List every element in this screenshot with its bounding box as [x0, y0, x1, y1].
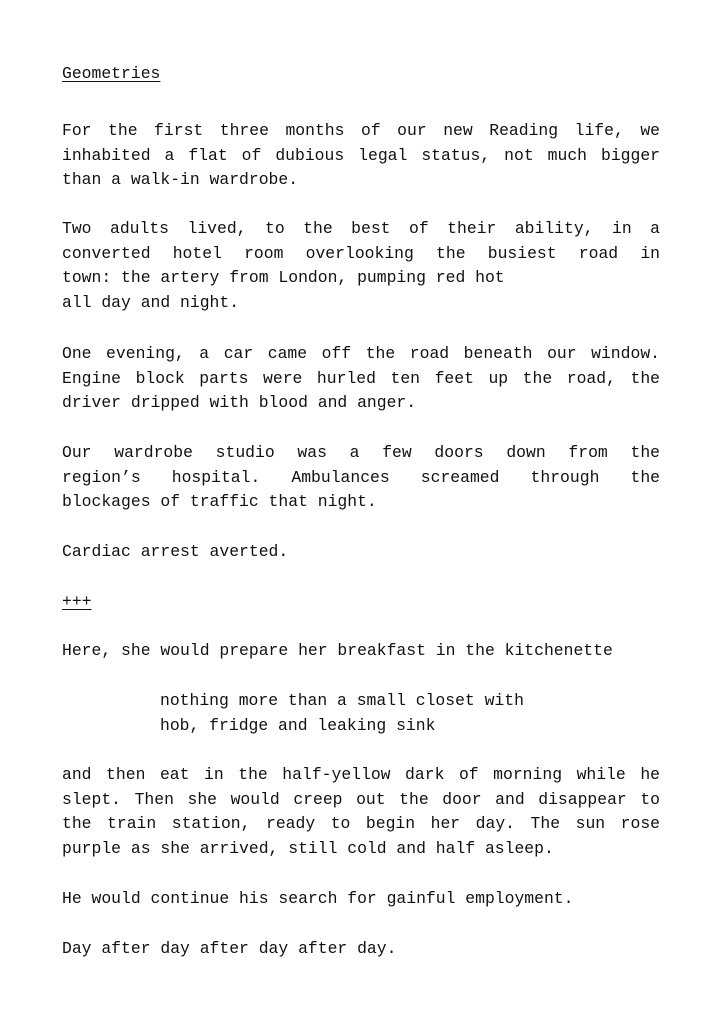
paragraph-line: Day after day after day after day. [62, 939, 397, 958]
paragraph-line: Engine block parts were hurled ten feet up the road, the [62, 368, 660, 388]
document-title: Geometries [62, 64, 161, 83]
paragraph-line: purple as she arrived, still cold and half asleep. [62, 838, 554, 858]
paragraph-9 [62, 937, 660, 962]
indented-passage [160, 689, 524, 738]
paragraph-line: town: the artery from London, pumping red hot [62, 268, 505, 288]
paragraph-5 [62, 540, 660, 565]
paragraph-2 [62, 217, 660, 315]
paragraph-1 [62, 119, 660, 193]
paragraph-8 [62, 887, 660, 912]
paragraph-line: blockages of traffic that night. [62, 492, 377, 512]
paragraph-line: slept. Then she would creep out the door and disappear to [62, 789, 660, 809]
paragraph-line: the train station, ready to begin her day. The sun rose [62, 814, 660, 834]
paragraph-3 [62, 342, 660, 416]
paragraph-line: He would continue his search for gainful employment. [62, 889, 574, 908]
paragraph-line: region’s hospital. Ambulances screamed through the [62, 467, 660, 487]
paragraph-4 [62, 441, 660, 515]
paragraph-line: and then eat in the half-yellow dark of morning while he [62, 765, 660, 784]
paragraph-line: Our wardrobe studio was a few doors down from the [62, 443, 660, 462]
paragraph-line: than a walk-in wardrobe. [62, 170, 299, 190]
paragraph-7 [62, 763, 660, 861]
paragraph-line: Here, she would prepare her breakfast in the kitchenette [62, 641, 613, 660]
paragraph-line: One evening, a car came off the road beneath our window. [62, 344, 660, 363]
paragraph-line: Cardiac arrest averted. [62, 542, 289, 561]
paragraph-line: Two adults lived, to the best of their ability, in a [62, 219, 660, 238]
indented-line: nothing more than a small closet with [160, 691, 524, 710]
paragraph-line: converted hotel room overlooking the busiest road in [62, 243, 660, 263]
paragraph-line: inhabited a flat of dubious legal status, not much bigger [62, 145, 660, 165]
paragraph-line: all day and night. [62, 292, 240, 312]
section-separator: +++ [62, 592, 92, 611]
paragraph-6 [62, 639, 660, 664]
indented-line: hob, fridge and leaking sink [160, 715, 436, 735]
paragraph-line: driver dripped with blood and anger. [62, 393, 417, 413]
paragraph-line: For the first three months of our new Reading life, we [62, 121, 660, 140]
